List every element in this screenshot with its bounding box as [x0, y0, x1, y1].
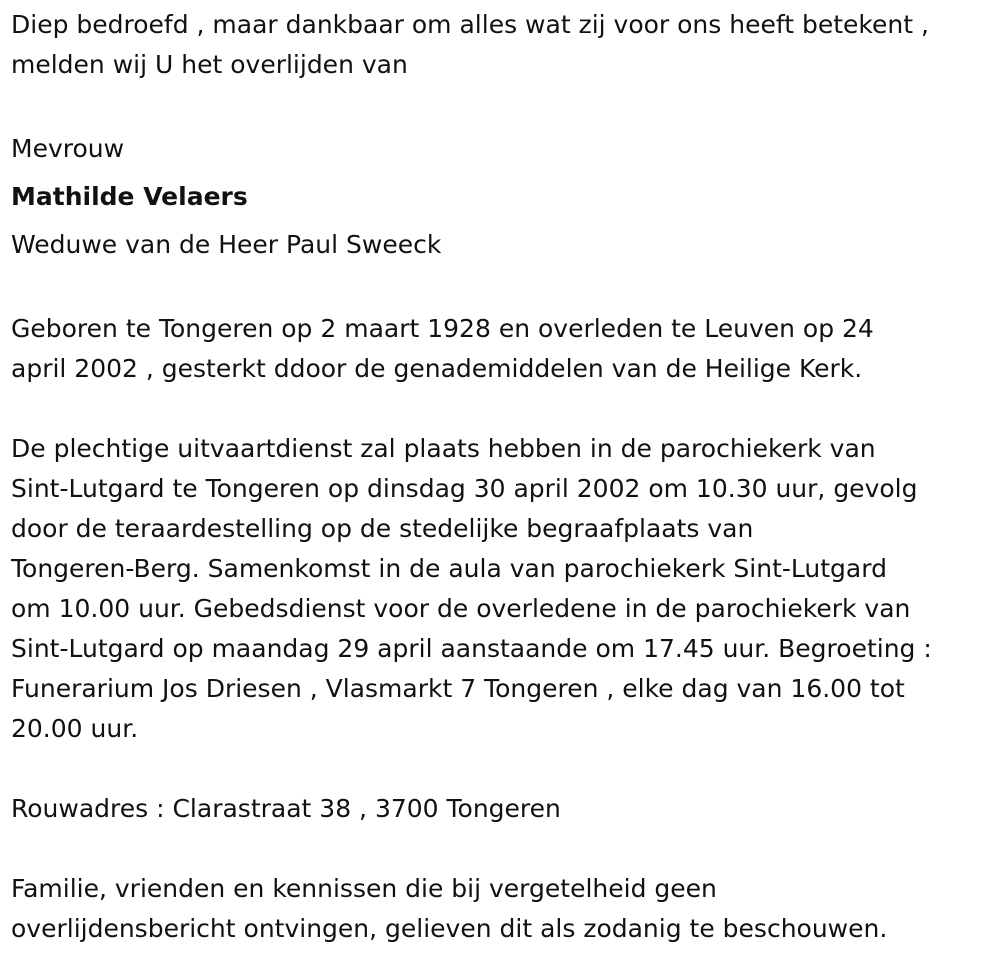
- obituary-document: [11, 5, 991, 949]
- spacer: [11, 85, 991, 125]
- closing-text: Familie, vrienden en kennissen die bij vergetelheid geen overlijdensbericht ontvingen, gelieven dit als zodanig te beschouwen.: [11, 874, 888, 943]
- mourning-address: Rouwadres : Clarastraat 38 , 3700 Tongeren: [11, 794, 561, 823]
- intro-text: Diep bedroefd , maar dankbaar om alles wat zij voor ons heeft betekent , melden wij U het overlijden van: [11, 10, 929, 79]
- spacer: [11, 269, 991, 309]
- birth-death-text: Geboren te Tongeren op 2 maart 1928 en overleden te Leuven op 24 april 2002 , gesterkt ddoor de genademiddelen van de Heilige Kerk.: [11, 314, 874, 383]
- spacer: [11, 749, 991, 789]
- spacer: [11, 829, 991, 869]
- salutation: Mevrouw: [11, 134, 125, 163]
- deceased-name: Mathilde Velaers: [11, 182, 248, 211]
- spacer: [11, 389, 991, 429]
- service-details: De plechtige uitvaartdienst zal plaats hebben in de parochiekerk van Sint-Lutgard te Tongeren op dinsdag 30 april 2002 om 10.30 uur, gevolg door de teraardestelling op de stedelijke begraafplaats van Tongeren-Berg. Samenkomst in de aula van parochiekerk Sint-Lutgard om 10.00 uur. Gebedsdienst voor de overledene in de parochiekerk van Sint-Lutgard op maandag 29 april aanstaande om 17.45 uur. Begroeting : Funerarium Jos Driesen , Vlasmarkt 7 Tongeren , elke dag van 16.00 tot 20.00 uur.: [11, 434, 932, 743]
- relation-text: Weduwe van de Heer Paul Sweeck: [11, 230, 442, 259]
